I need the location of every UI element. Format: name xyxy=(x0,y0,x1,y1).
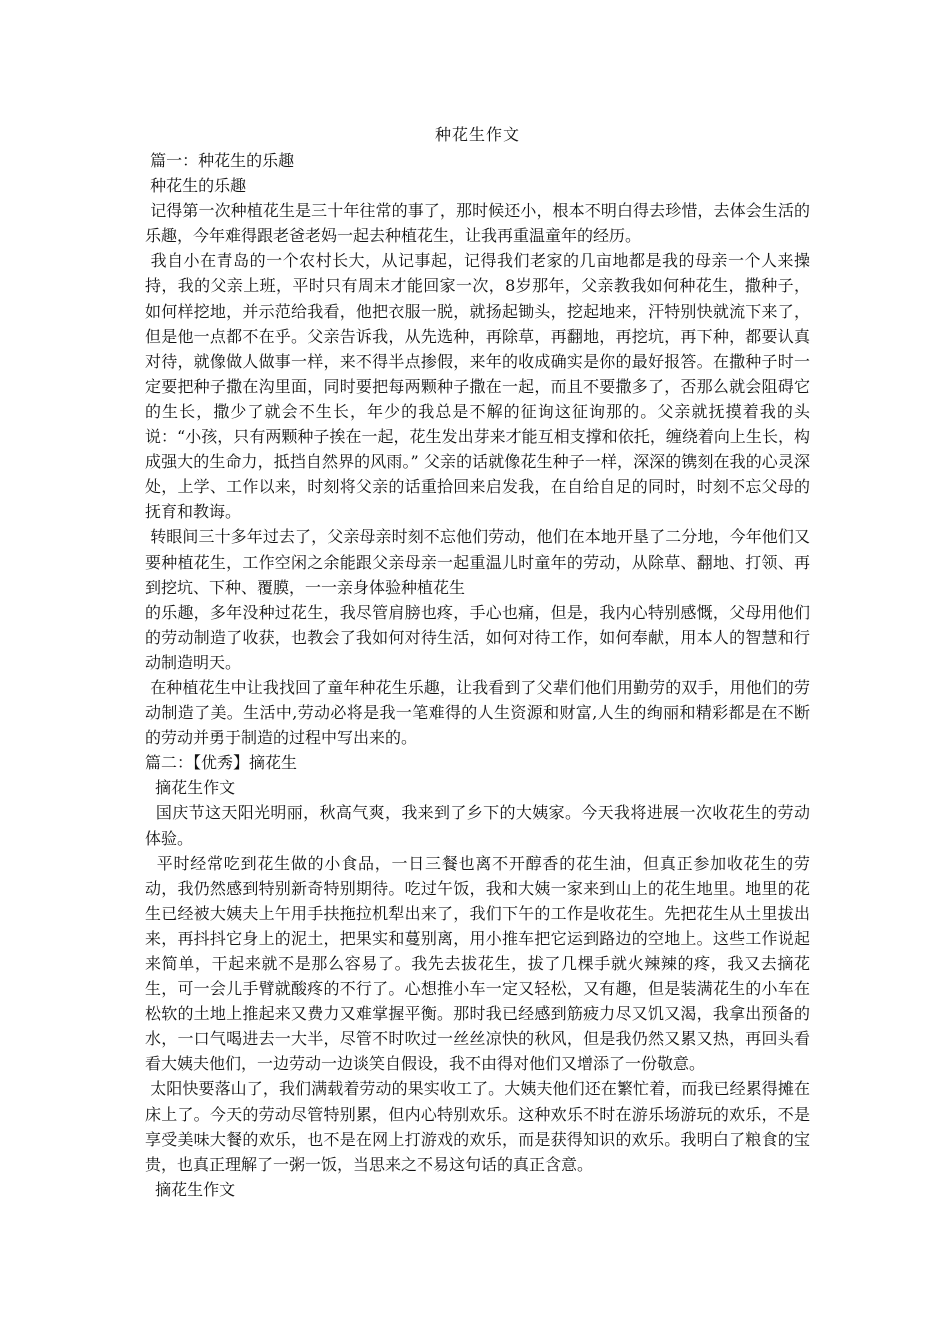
paragraph: 在种植花生中让我找回了童年种花生乐趣，让我看到了父辈们他们用勤劳的双手，用他们的劳动制造了美。生活中,劳动必将是我一笔难得的人生资源和财富,人生的绚丽和精彩都是在不断的劳动并勇于制造的过程中写出来的。 xyxy=(145,677,810,748)
document-page xyxy=(145,122,810,1202)
document-title: 种花生作文 xyxy=(434,125,520,144)
section-subtitle: 种花生的乐趣 xyxy=(145,176,247,196)
section-subtitle: 摘花生作文 xyxy=(145,1179,236,1199)
paragraph: 我自小在青岛的一个农村长大，从记事起，记得我们老家的几亩地都是我的母亲一个人来操持，我的父亲上班，平时只有周末才能回家一次，8岁那年，父亲教我如何种花生，撒种子，如何样挖地，并示范给我看，他把衣服一脱，就扬起锄头，挖起地来，汗特别快就流下来了，但是他一点都不在乎。父亲告诉我，从先选种，再除草，再翻地，再挖坑，再下种，都要认真对待，就像做人做事一样，来不得半点掺假，来年的收成确实是你的最好报答。在撒种子时一定要把种子撒在沟里面，同时要把每两颗种子撒在一起，而且不要撒多了，否那么就会阻碍它的生长，撒少了就会不生长，年少的我总是不解的征询这征询那的。父亲就抚摸着我的头说：“小孩，只有两颗种子挨在一起，花生发出芽来才能互相支撑和依托，缠绕着向上生长，构成强大的生命力，抵挡自然界的风雨。” 父亲的话就像花生种子一样，深深的镌刻在我的心灵深处，上学、工作以来，时刻将父亲的话重拾回来启发我，在自给自足的同时，时刻不忘父母的抚育和教诲。 xyxy=(145,251,810,522)
paragraph: 平时经常吃到花生做的小食品，一日三餐也离不开醇香的花生油，但真正参加收花生的劳动，我仍然感到特别新奇特别期待。吃过午饭，我和大姨一家来到山上的花生地里。地里的花生已经被大姨夫上午用手扶拖拉机犁出来了，我们下午的工作是收花生。先把花生从土里拔出来，再抖抖它身上的泥土，把果实和蔓别离，用小推车把它运到路边的空地上。这些工作说起来简单，干起来就不是那么容易了。我先去拔花生，拔了几棵手就火辣辣的疼，我又去摘花生，可一会儿手臂就酸疼的不行了。心想推小车一定又轻松，又有趣，但是装满花生的小车在松软的土地上推起来又费力又难掌握平衡。那时我已经感到筋疲力尽又饥又渴，我拿出预备的水，一口气喝进去一大半，尽管不时吹过一丝丝凉快的秋风，但是我仍然又累又热，再回头看看大姨夫他们，一边劳动一边谈笑自假设，我不由得对他们又增添了一份敬意。 xyxy=(145,853,810,1074)
paragraph: 记得第一次种植花生是三十年往常的事了，那时候还小，根本不明白得去珍惜，去体会生活的乐趣，今年难得跟老爸老妈一起去种植花生，让我再重温童年的经历。 xyxy=(145,201,810,246)
paragraph: 的乐趣，多年没种过花生，我尽管肩膀也疼，手心也痛，但是，我内心特别感慨，父母用他们的劳动制造了收获，也教会了我如何对待生活，如何对待工作，如何奉献，用本人的智慧和行动制造明天。 xyxy=(145,602,810,672)
paragraph: 国庆节这天阳光明丽，秋高气爽，我来到了乡下的大姨家。今天我将进展一次收花生的劳动体验。 xyxy=(145,803,810,848)
paragraph: 太阳快要落山了，我们满载着劳动的果实收工了。大姨夫他们还在繁忙着，而我已经累得摊在床上了。今天的劳动尽管特别累，但内心特别欢乐。这种欢乐不时在游乐场游玩的欢乐，不是享受美味大餐的欢乐，也不是在网上打游戏的欢乐，而是获得知识的欢乐。我明白了粮食的宝贵，也真正理解了一粥一饭，当思来之不易这句话的真正含意。 xyxy=(145,1079,810,1174)
section-subtitle: 摘花生作文 xyxy=(145,778,236,798)
paragraph: 转眼间三十多年过去了，父亲母亲时刻不忘他们劳动，他们在本地开垦了二分地，今年他们又要种植花生，工作空闲之余能跟父亲母亲一起重温儿时童年的劳动，从除草、翻地、打领、再到挖坑、下种、覆膜，一一亲身体验种植花生 xyxy=(145,527,810,597)
section-heading: 篇二：【优秀】摘花生 xyxy=(145,753,298,773)
section-heading: 篇一：种花生的乐趣 xyxy=(145,151,295,170)
